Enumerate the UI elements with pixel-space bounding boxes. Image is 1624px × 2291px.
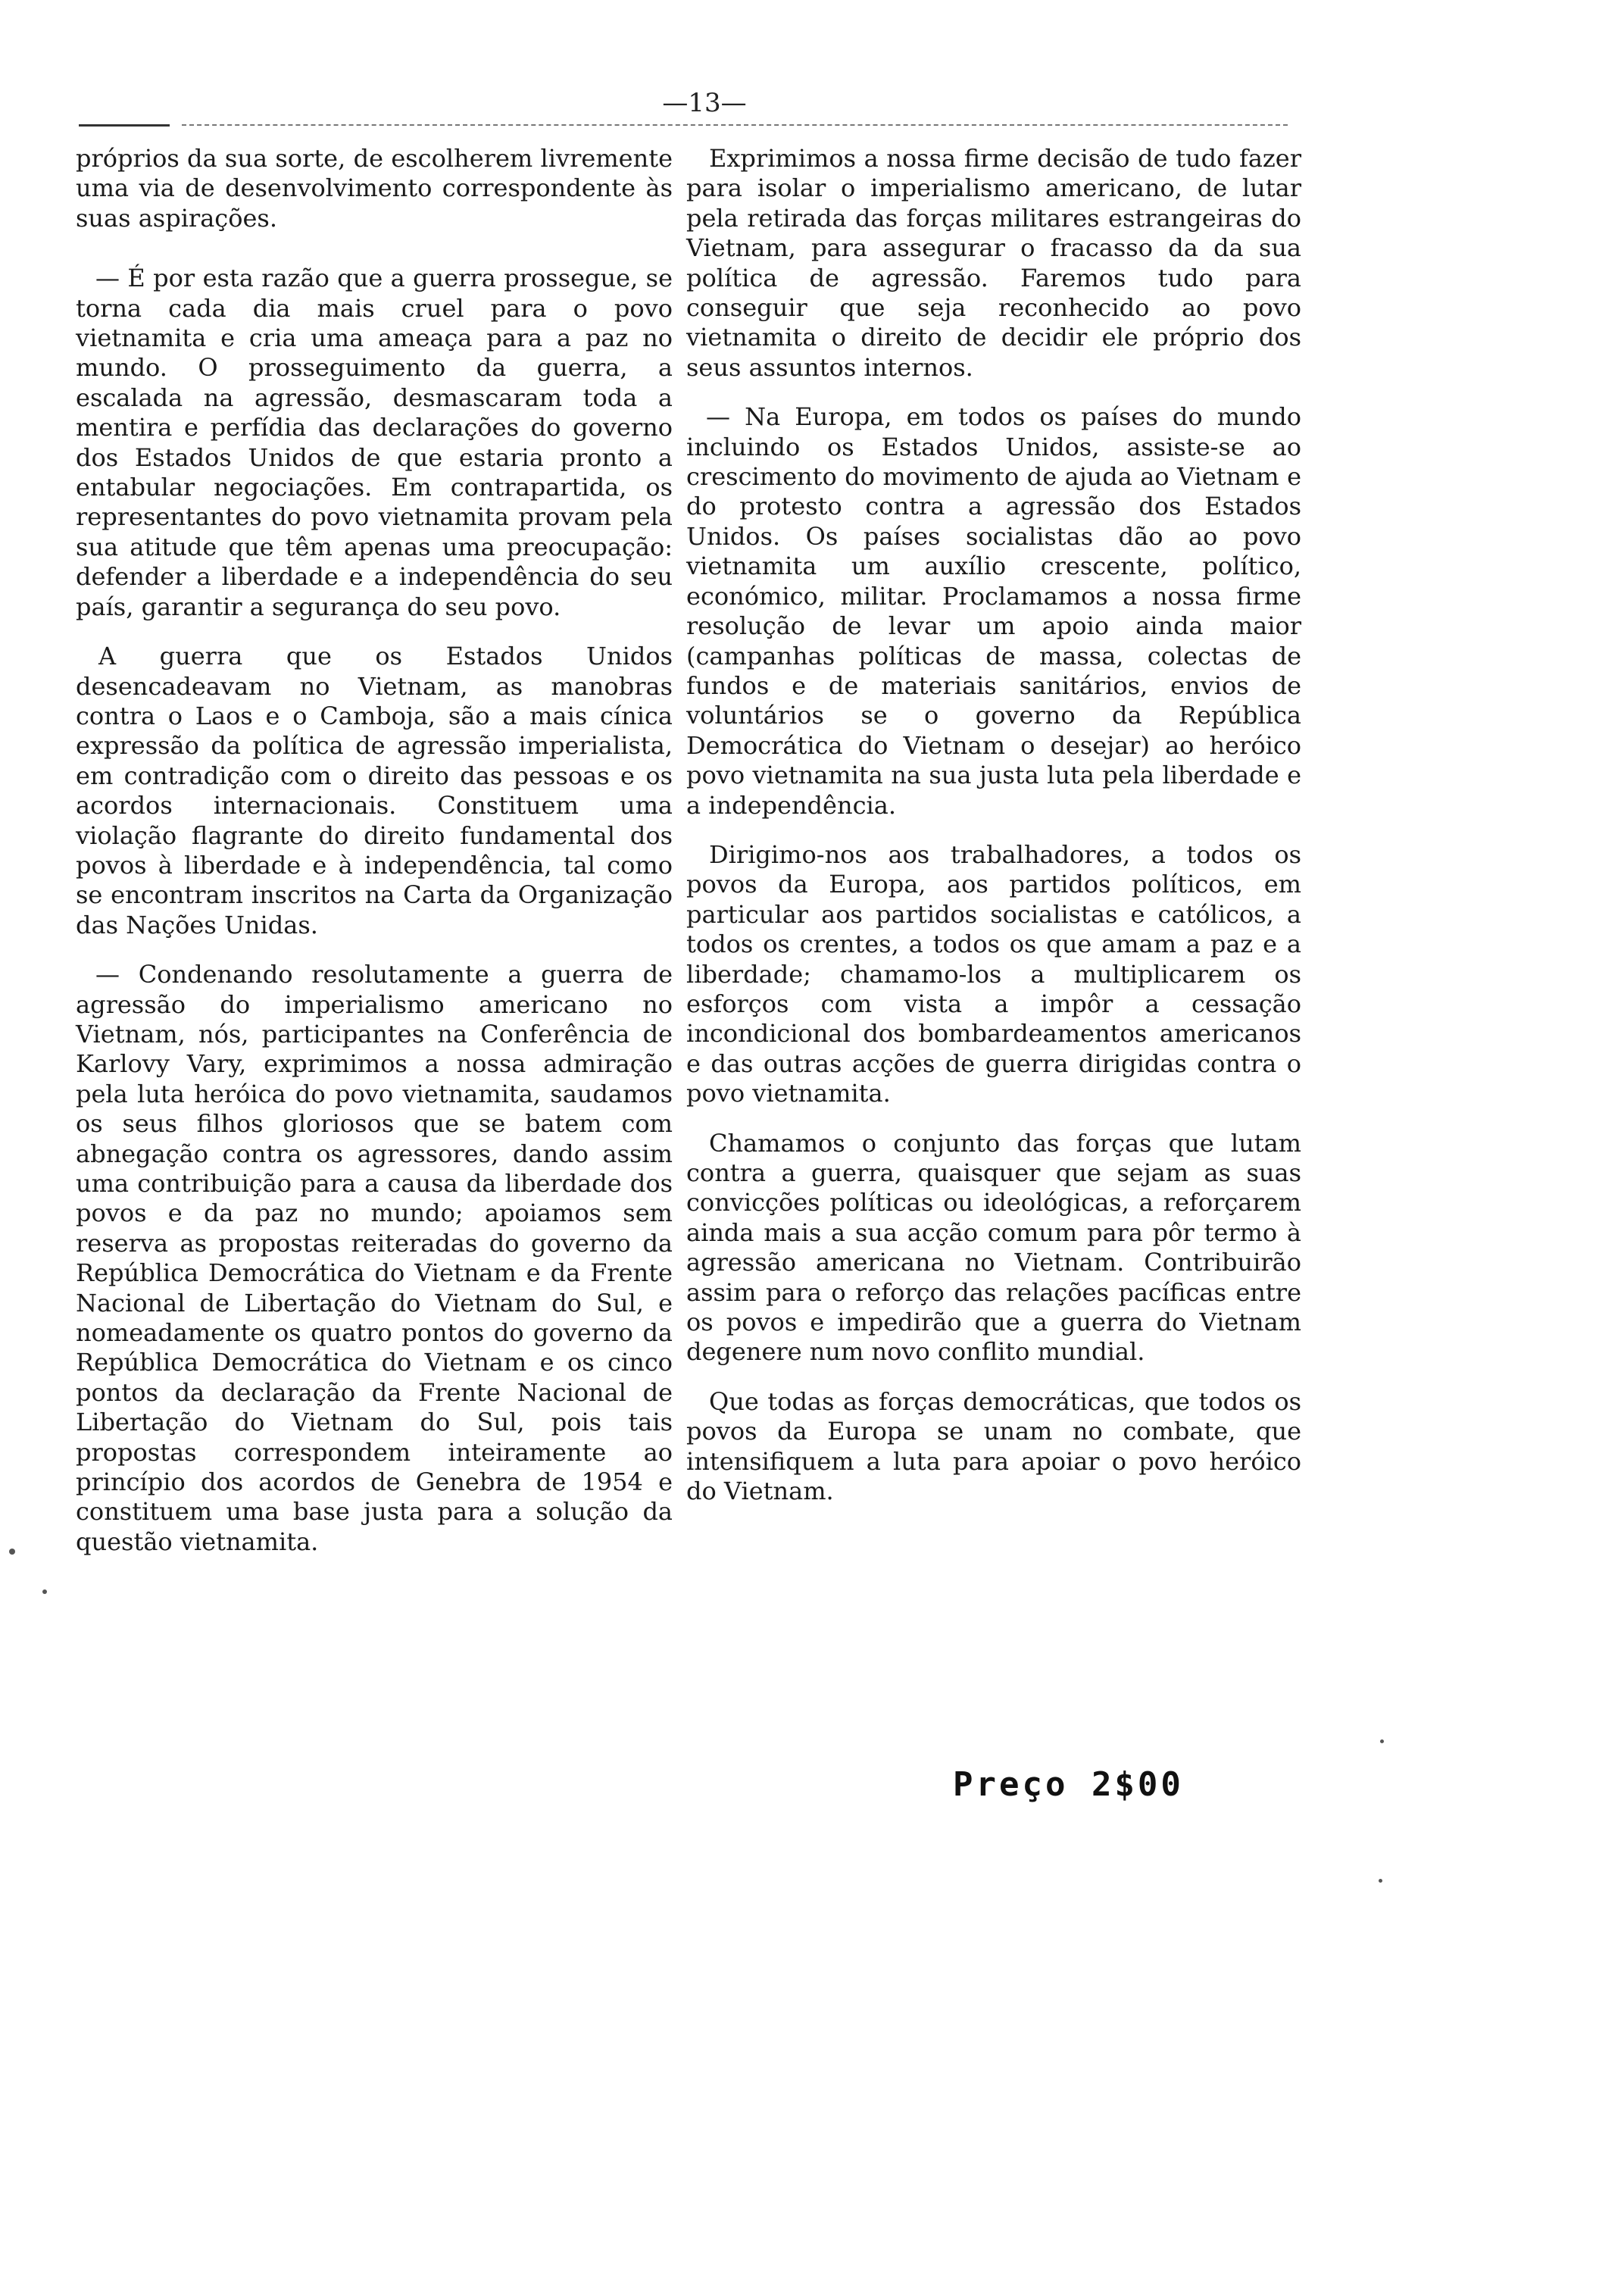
right-column [686, 144, 1301, 1526]
right-paragraph-3: Dirigimo-nos aos trabalhadores, a todos os povos da Europa, aos partidos políticos, em particular aos partidos socialistas e católicos, a todos os crentes, a todos os que amam a paz e a liberdade; chamamo-los a multiplicarem os esforços com vista a impôr a cessação incondicional dos bombardeamentos americanos e das outras acções de guerra dirigidas contra o povo vietnamita. [686, 839, 1301, 1108]
scan-speck [42, 1589, 47, 1594]
left-column [76, 144, 673, 1577]
left-paragraph-4: — Condenando resolutamente a guerra de agressão do imperialismo americano no Vietnam, nós, participantes na Conferência de Karlovy Vary, exprimimos a nossa admiração pela luta heróica do povo vietnamita, saudamos os seus filhos gloriosos que se batem com abnegação contra os agressores, dando assim uma contribuição para a causa da liberdade dos povos e da paz no mundo; apoiamos sem reserva as propostas reiteradas do governo da República Democrática do Vietnam e da Frente Nacional de Libertação do Vietnam do Sul, e nomeadamente os quatro pontos do governo da República Democrática do Vietnam e os cinco pontos da declaração da Frente Nacional de Libertação do Vietnam do Sul, pois tais propostas correspondem inteiramente ao princípio dos acordos de Genebra de 1954 e constituem uma base justa para a solução da questão vietnamita. [76, 960, 673, 1556]
right-paragraph-1: Exprimimos a nossa firme decisão de tudo fazer para isolar o imperialismo americano, de lutar pela retirada das forças militares estrangeiras do Vietnam, para assegurar o fracasso da da sua política de agressão. Faremos tudo para conseguir que seja reconhecido ao povo vietnamita o direito de decidir ele próprio dos seus assuntos internos. [686, 144, 1301, 382]
right-paragraph-5: Que todas as forças democráticas, que todos os povos da Europa se unam no combate, que intensifiquem a luta para apoiar o povo heróico do Vietnam. [686, 1386, 1301, 1506]
header-rule-left [79, 124, 170, 127]
left-paragraph-1: próprios da sua sorte, de escolherem livremente uma via de desenvolvimento correspondente às suas aspirações. [76, 144, 673, 233]
page-number: —13— [662, 88, 747, 118]
scan-speck [1379, 1879, 1382, 1883]
scan-speck [1380, 1739, 1384, 1743]
header-rule [182, 124, 1288, 126]
price-label: Preço 2$00 [953, 1765, 1184, 1804]
left-paragraph-2: — É por esta razão que a guerra prossegue, se torna cada dia mais cruel para o povo vietnamita e cria uma ameaça para a paz no mundo. O prosseguimento da guerra, a escalada na agressão, desmascaram toda a mentira e perfídia das declarações do governo dos Estados Unidos de que estaria pronto a entabular negociações. Em contrapartida, os representantes do povo vietnamita provam pela sua atitude que têm apenas uma preocupação: defender a liberdade e a independência do seu país, garantir a segurança do seu povo. [76, 264, 673, 621]
left-paragraph-3: A guerra que os Estados Unidos desencadeavam no Vietnam, as manobras contra o Laos e o Camboja, são a mais cínica expressão da política de agressão imperialista, em contradição com o direito das pessoas e os acordos internacionais. Constituem uma violação flagrante do direito fundamental dos povos à liberdade e à independência, tal como se encontram inscritos na Carta da Organização das Nações Unidas. [76, 642, 673, 939]
right-paragraph-4: Chamamos o conjunto das forças que lutam contra a guerra, quaisquer que sejam as suas convicções políticas ou ideológicas, a reforçarem ainda mais a sua acção comum para pôr termo à agressão americana no Vietnam. Contribuirão assim para o reforço das relações pacíficas entre os povos e impedirão que a guerra do Vietnam degenere num novo conflito mundial. [686, 1128, 1301, 1367]
right-paragraph-2: — Na Europa, em todos os países do mundo incluindo os Estados Unidos, assiste-se ao crescimento do movimento de ajuda ao Vietnam e do protesto contra a agressão dos Estados Unidos. Os países socialistas dão ao povo vietnamita um auxílio crescente, político, económico, militar. Proclamamos a nossa firme resolução de levar um apoio ainda maior (campanhas políticas de massa, colectas de fundos e de materiais sanitários, envios de voluntários se o governo da República Democrática do Vietnam o desejar) ao heróico povo vietnamita na sua justa luta pela liberdade e a independência. [686, 402, 1301, 820]
scan-speck [9, 1549, 15, 1555]
